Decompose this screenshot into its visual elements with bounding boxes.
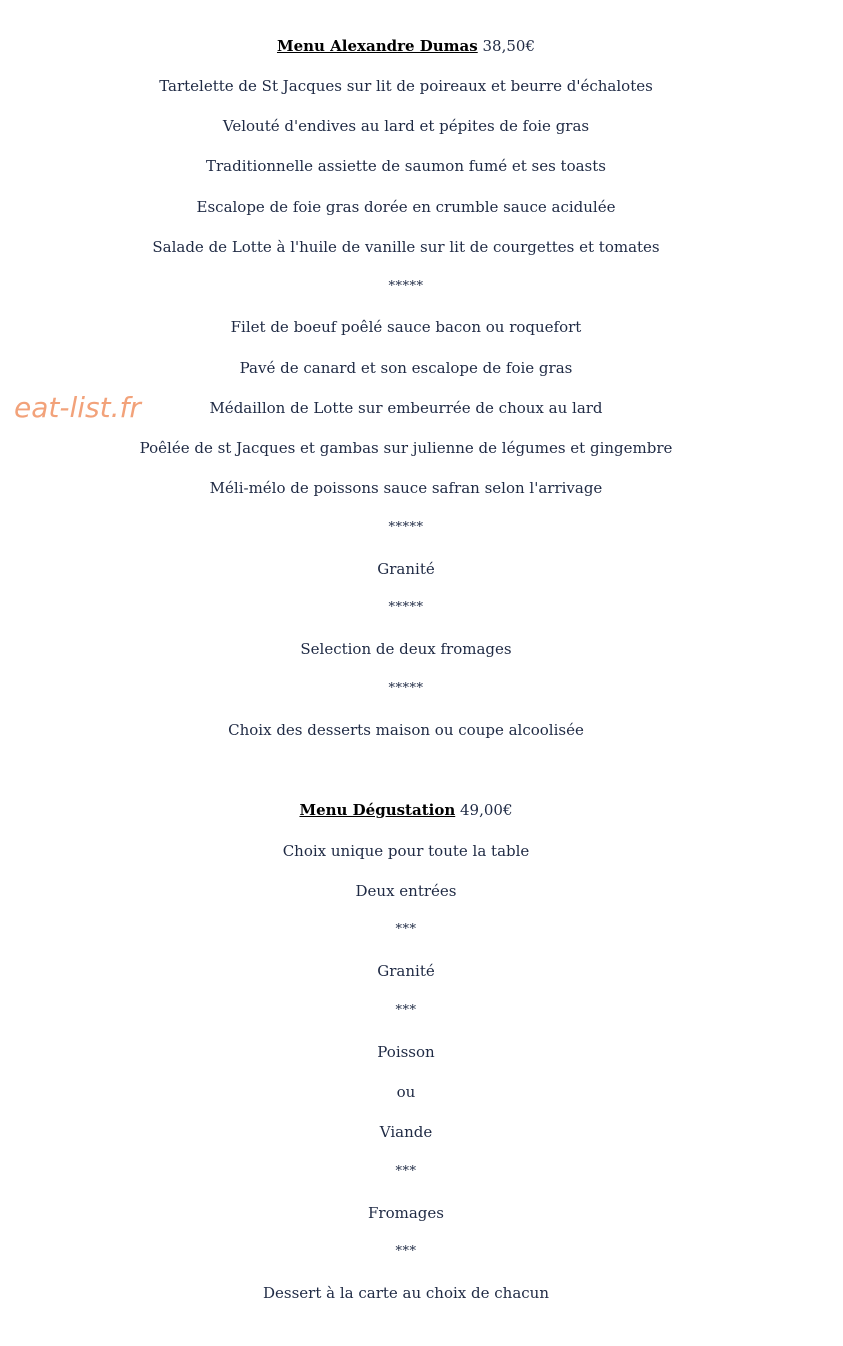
menu-item: Poêlée de st Jacques et gambas sur julienne de légumes et gingembre xyxy=(139,439,673,457)
menu-degustation-header xyxy=(0,800,812,820)
menu-item: Dessert à la carte au choix de chacun xyxy=(262,1284,549,1302)
watermark: eat-list.fr xyxy=(14,391,141,424)
course-separator: ***** xyxy=(388,279,424,294)
course-separator: ***** xyxy=(388,520,424,535)
menu-item: Viande xyxy=(379,1123,433,1141)
menu-item: Poisson xyxy=(377,1043,435,1061)
menu-alexandre-dumas-header xyxy=(0,36,812,56)
menu-item: Selection de deux fromages xyxy=(300,640,512,658)
menu-item: Velouté d'endives au lard et pépites de foie gras xyxy=(222,117,590,135)
course-separator: *** xyxy=(395,1244,417,1259)
course-separator: ***** xyxy=(388,681,424,696)
menu-price: 49,00€ xyxy=(460,801,513,819)
course-separator: *** xyxy=(395,1003,417,1018)
menu-item: Pavé de canard et son escalope de foie gras xyxy=(239,359,573,377)
course-separator: ***** xyxy=(388,600,424,615)
menu-item: Filet de boeuf poêlé sauce bacon ou roquefort xyxy=(230,318,582,336)
menu-item: Deux entrées xyxy=(355,882,457,900)
menu-item: Choix unique pour toute la table xyxy=(282,842,530,860)
menu-item: Méli-mélo de poissons sauce safran selon l'arrivage xyxy=(209,479,603,497)
menu-item: ou xyxy=(396,1083,416,1101)
menu-item: Choix des desserts maison ou coupe alcoolisée xyxy=(228,721,584,739)
menu-item: Salade de Lotte à l'huile de vanille sur lit de courgettes et tomates xyxy=(152,238,660,256)
menu-title: Menu Dégustation xyxy=(299,801,456,819)
menu-price: 38,50€ xyxy=(482,37,536,55)
menu-item: Granité xyxy=(377,560,435,578)
menu-item: Traditionnelle assiette de saumon fumé et ses toasts xyxy=(206,157,606,175)
menu-item: Granité xyxy=(377,962,435,980)
menu-item: Tartelette de St Jacques sur lit de poireaux et beurre d'échalotes xyxy=(159,77,653,95)
menu-item: Fromages xyxy=(368,1204,444,1222)
menu-title: Menu Alexandre Dumas xyxy=(276,37,478,55)
course-separator: *** xyxy=(395,1164,417,1179)
course-separator: *** xyxy=(395,922,417,937)
menu-item: Médaillon de Lotte sur embeurrée de choux au lard xyxy=(209,399,603,417)
menu-item: Escalope de foie gras dorée en crumble sauce acidulée xyxy=(196,198,616,216)
